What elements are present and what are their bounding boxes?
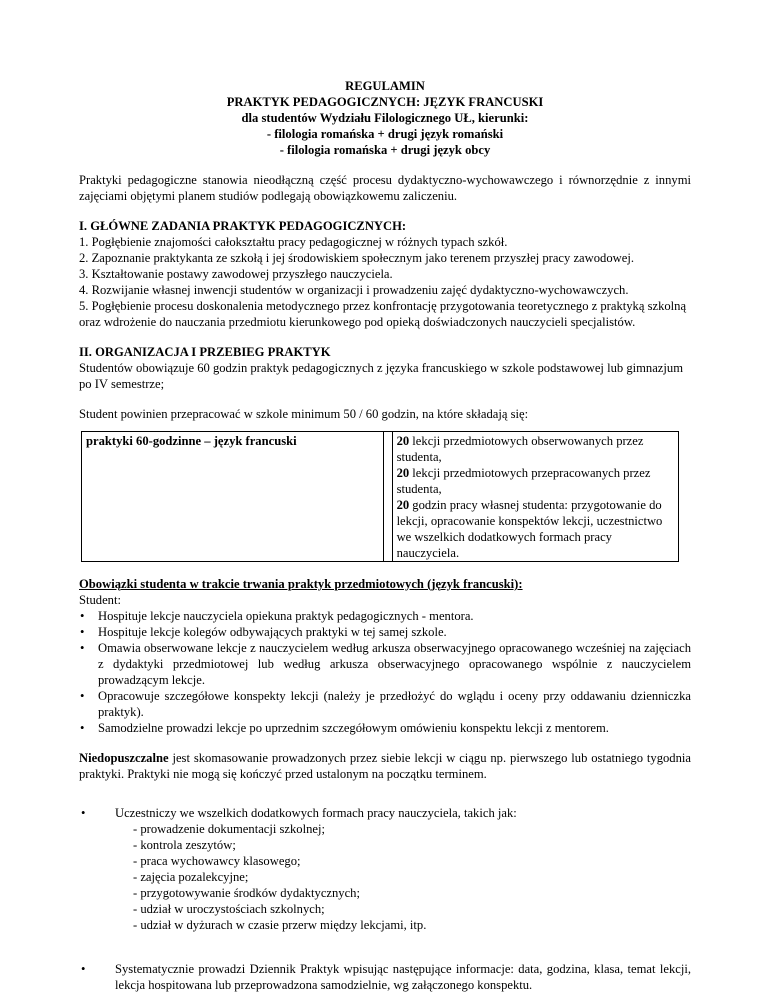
practice-hours-table	[81, 431, 679, 562]
list-item: • Omawia obserwowane lekcje z nauczycielem według arkusza obserwacyjnego opracowanego wcześniej na zajęciach z dydaktyki przedmiotowej lub według arkusza obserwacyjnego opracowanego wspólnie z nauczycielem prowadzącym lekcje.	[79, 640, 691, 688]
title-line-1: REGULAMIN	[345, 79, 425, 93]
sublist-item: - udział w uroczystościach szkolnych;	[133, 902, 325, 916]
sublist-item: - zajęcia pozalekcyjne;	[133, 870, 249, 884]
document-page	[79, 78, 691, 993]
table-spacer-cell	[383, 432, 392, 562]
practice-type-cell: praktyki 60-godzinne – język francuski	[82, 432, 384, 562]
section-1-item: 5. Pogłębienie procesu doskonalenia metodycznego przez konfrontację przygotowania teoretycznego z praktyką szkolną oraz wdrożenie do nauczania przedmiotu kierunkowego pod opieką doświadczonych nauczycieli specjalistów.	[79, 299, 687, 329]
forbidden-text: jest skomasowanie prowadzonych przez siebie lekcji w ciągu np. pierwszego lub ostatniego tygodnia praktyki. Praktyki nie mogą się kończyć przed ustalonym na początku terminem.	[79, 751, 691, 781]
list-item: • Hospituje lekcje nauczyciela opiekuna praktyk pedagogicznych - mentora.	[79, 608, 691, 624]
hours-number: 20	[396, 498, 410, 512]
sublist-item: - praca wychowawcy klasowego;	[133, 854, 301, 868]
title-line-2: PRAKTYK PEDAGOGICZNYCH: JĘZYK FRANCUSKI	[226, 95, 544, 109]
hours-description: godzin pracy własnej studenta: przygotowanie do lekcji, opracowanie konspektów lekcji, uczestnictwo we wszelkich dodatkowych formach pracy nauczyciela.	[396, 498, 663, 560]
section-1-item: 2. Zapoznanie praktykanta ze szkołą i jej środowiskiem społecznym jako terenem przyszłej pracy zawodowej.	[79, 251, 634, 265]
participation-item	[79, 805, 691, 933]
hours-number: 20	[396, 434, 410, 448]
practice-hours-cell	[392, 432, 678, 562]
sublist-item: - kontrola zeszytów;	[133, 838, 236, 852]
hours-description: lekcji przedmiotowych obserwowanych przez studenta,	[396, 434, 644, 464]
section-1-heading: I. GŁÓWNE ZADANIA PRAKTYK PEDAGOGICZNYCH:	[79, 219, 407, 233]
section-1-item: 1. Pogłębienie znajomości całokształtu pracy pedagogicznej w różnych typach szkół.	[79, 235, 508, 249]
practice-hours-row	[397, 465, 674, 497]
hours-number: 20	[396, 466, 410, 480]
section-2-paragraph-2: Student powinien przepracować w szkole minimum 50 / 60 godzin, na które składają się:	[79, 407, 529, 421]
section-1-item: 3. Kształtowanie postawy zawodowej przyszłego nauczyciela.	[79, 267, 393, 281]
practice-hours-row	[397, 497, 674, 561]
sublist-item: - prowadzenie dokumentacji szkolnej;	[133, 822, 325, 836]
section-2-paragraph-1: Studentów obowiązuje 60 godzin praktyk pedagogicznych z języka francuskiego w szkole podstawowej lub gimnazjum po IV semestrze;	[79, 361, 683, 391]
title-line-3: dla studentów Wydziału Filologicznego UŁ, kierunki:	[241, 111, 529, 125]
section-2-heading: II. ORGANIZACJA I PRZEBIEG PRAKTYK	[79, 345, 331, 359]
forbidden-keyword: Niedopuszczalne	[79, 751, 169, 765]
sublist-item: - przygotowywanie środków dydaktycznych;	[133, 886, 360, 900]
intro-paragraph: Praktyki pedagogiczne stanowia nieodłączną część procesu dydaktyczno-wychowawczego i równorzędnie z innymi zajęciami objętymi planem studiów podlegają obowiązkowemu zaliczeniu.	[79, 173, 691, 203]
participation-sublist	[115, 821, 691, 933]
list-item: • Opracowuje szczegółowe konspekty lekcji (należy je przedłożyć do wglądu i oceny przy oddawaniu dzienniczka praktyk).	[79, 688, 691, 720]
sublist-item: - udział w dyżurach w czasie przerw między lekcjami, itp.	[133, 918, 427, 932]
forbidden-paragraph	[79, 750, 691, 782]
title-line-5: - filologia romańska + drugi język obcy	[279, 143, 491, 157]
hours-description: lekcji przedmiotowych przepracowanych przez studenta,	[396, 466, 651, 496]
journal-item: • Systematycznie prowadzi Dziennik Praktyk wpisując następujące informacje: data, godzina, klasa, temat lekcji, lekcja hospitowana lub przeprowadzona samodzielnie, wg załączonego konspektu.	[79, 961, 691, 993]
practice-hours-row	[397, 433, 674, 465]
student-label: Student:	[79, 593, 121, 607]
list-item: • Samodzielne prowadzi lekcje po uprzednim szczegółowym omówieniu konspektu lekcji z mentorem.	[79, 720, 691, 736]
duties-list	[79, 608, 691, 736]
participation-lead: • Uczestniczy we wszelkich dodatkowych formach pracy nauczyciela, takich jak:	[115, 806, 517, 820]
document-title	[79, 78, 691, 158]
list-item: • Hospituje lekcje kolegów odbywających praktyki w tej samej szkole.	[79, 624, 691, 640]
title-line-4: - filologia romańska + drugi język romański	[266, 127, 504, 141]
duties-heading: Obowiązki studenta w trakcie trwania praktyk przedmiotowych (język francuski):	[79, 577, 523, 591]
section-1-item: 4. Rozwijanie własnej inwencji studentów w organizacji i prowadzeniu zajęć dydaktyczno-wychowawczych.	[79, 283, 629, 297]
